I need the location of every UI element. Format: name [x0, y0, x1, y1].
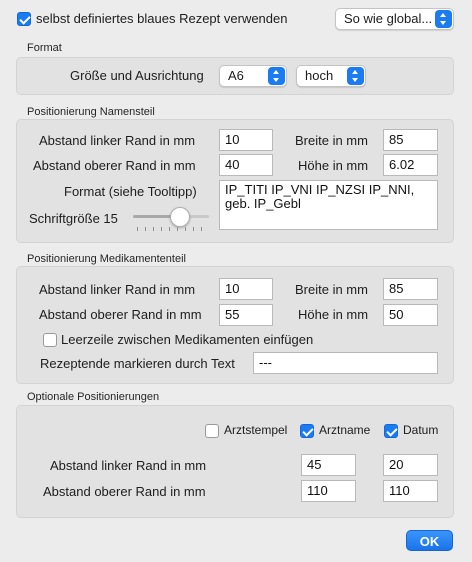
med-width-label: Breite in mm	[295, 282, 368, 297]
optional-top-b-input[interactable]: 110	[383, 480, 438, 502]
recipe-end-input[interactable]: ---	[253, 352, 438, 374]
datum-checkbox[interactable]	[384, 424, 398, 438]
med-width-input[interactable]: 85	[383, 278, 438, 300]
font-size-label: Schriftgröße 15	[29, 211, 118, 226]
blank-line-checkbox[interactable]	[43, 333, 57, 347]
optional-left-a-input[interactable]: 45	[301, 454, 356, 476]
recipe-end-label: Rezeptende markieren durch Text	[40, 356, 235, 371]
format-section-title: Format	[27, 42, 62, 54]
optional-top-margin-label: Abstand oberer Rand in mm	[43, 484, 206, 499]
orientation-popup[interactable]	[296, 65, 366, 87]
arztstempel-checkbox[interactable]	[205, 424, 219, 438]
med-height-input[interactable]: 50	[383, 304, 438, 326]
name-height-input[interactable]: 6.02	[383, 154, 438, 176]
slider-tick	[185, 227, 186, 231]
med-left-margin-label: Abstand linker Rand in mm	[39, 282, 196, 297]
optional-section-title: Optionale Positionierungen	[27, 391, 160, 403]
arztname-label: Arztname	[319, 423, 371, 437]
name-left-margin-input[interactable]: 10	[219, 129, 273, 151]
slider-tick	[193, 227, 194, 231]
name-top-margin-input[interactable]: 40	[219, 154, 273, 176]
size-popup[interactable]	[219, 65, 287, 87]
use-blue-recipe-checkbox[interactable]	[17, 12, 31, 26]
ok-button[interactable]: OK	[406, 530, 453, 551]
popup-arrows-icon	[435, 10, 452, 28]
slider-tick	[153, 227, 154, 231]
name-section-title: Positionierung Namensteil	[27, 106, 155, 118]
med-top-margin-label: Abstand oberer Rand in mm	[39, 307, 202, 322]
slider-tick	[161, 227, 162, 231]
popup-arrows-icon	[268, 67, 285, 85]
optional-left-margin-label: Abstand linker Rand in mm	[50, 458, 207, 473]
med-left-margin-input[interactable]: 10	[219, 278, 273, 300]
slider-tick	[177, 227, 178, 231]
orientation-popup-value: hoch	[305, 68, 334, 83]
slider-tick	[201, 227, 202, 231]
slider-tick	[169, 227, 170, 231]
med-height-label: Höhe in mm	[298, 307, 369, 322]
slider-tick	[137, 227, 138, 231]
med-section-title: Positionierung Medikamententeil	[27, 253, 186, 265]
name-top-margin-label: Abstand oberer Rand in mm	[33, 158, 196, 173]
blank-line-label: Leerzeile zwischen Medikamenten einfügen	[61, 332, 314, 347]
name-format-label: Format (siehe Tooltipp)	[64, 184, 197, 199]
use-blue-recipe-label: selbst definiertes blaues Rezept verwenden	[36, 11, 288, 26]
size-orientation-label: Größe und Ausrichtung	[70, 68, 204, 83]
arztname-checkbox[interactable]	[300, 424, 314, 438]
name-width-input[interactable]: 85	[383, 129, 438, 151]
optional-top-a-input[interactable]: 110	[301, 480, 356, 502]
datum-label: Datum	[403, 423, 439, 437]
name-format-textarea[interactable]: IP_TITI IP_VNI IP_NZSI IP_NNI, geb. IP_Gebl	[219, 180, 438, 230]
mode-popup-value: So wie global...	[344, 11, 433, 26]
arztstempel-label: Arztstempel	[224, 423, 288, 437]
name-height-label: Höhe in mm	[298, 158, 369, 173]
med-top-margin-input[interactable]: 55	[219, 304, 273, 326]
font-size-slider-knob[interactable]	[170, 207, 190, 227]
name-left-margin-label: Abstand linker Rand in mm	[39, 133, 196, 148]
mode-popup[interactable]	[335, 8, 454, 30]
optional-left-b-input[interactable]: 20	[383, 454, 438, 476]
size-popup-value: A6	[228, 68, 244, 83]
popup-arrows-icon	[347, 67, 364, 85]
slider-tick	[145, 227, 146, 231]
name-width-label: Breite in mm	[295, 133, 368, 148]
